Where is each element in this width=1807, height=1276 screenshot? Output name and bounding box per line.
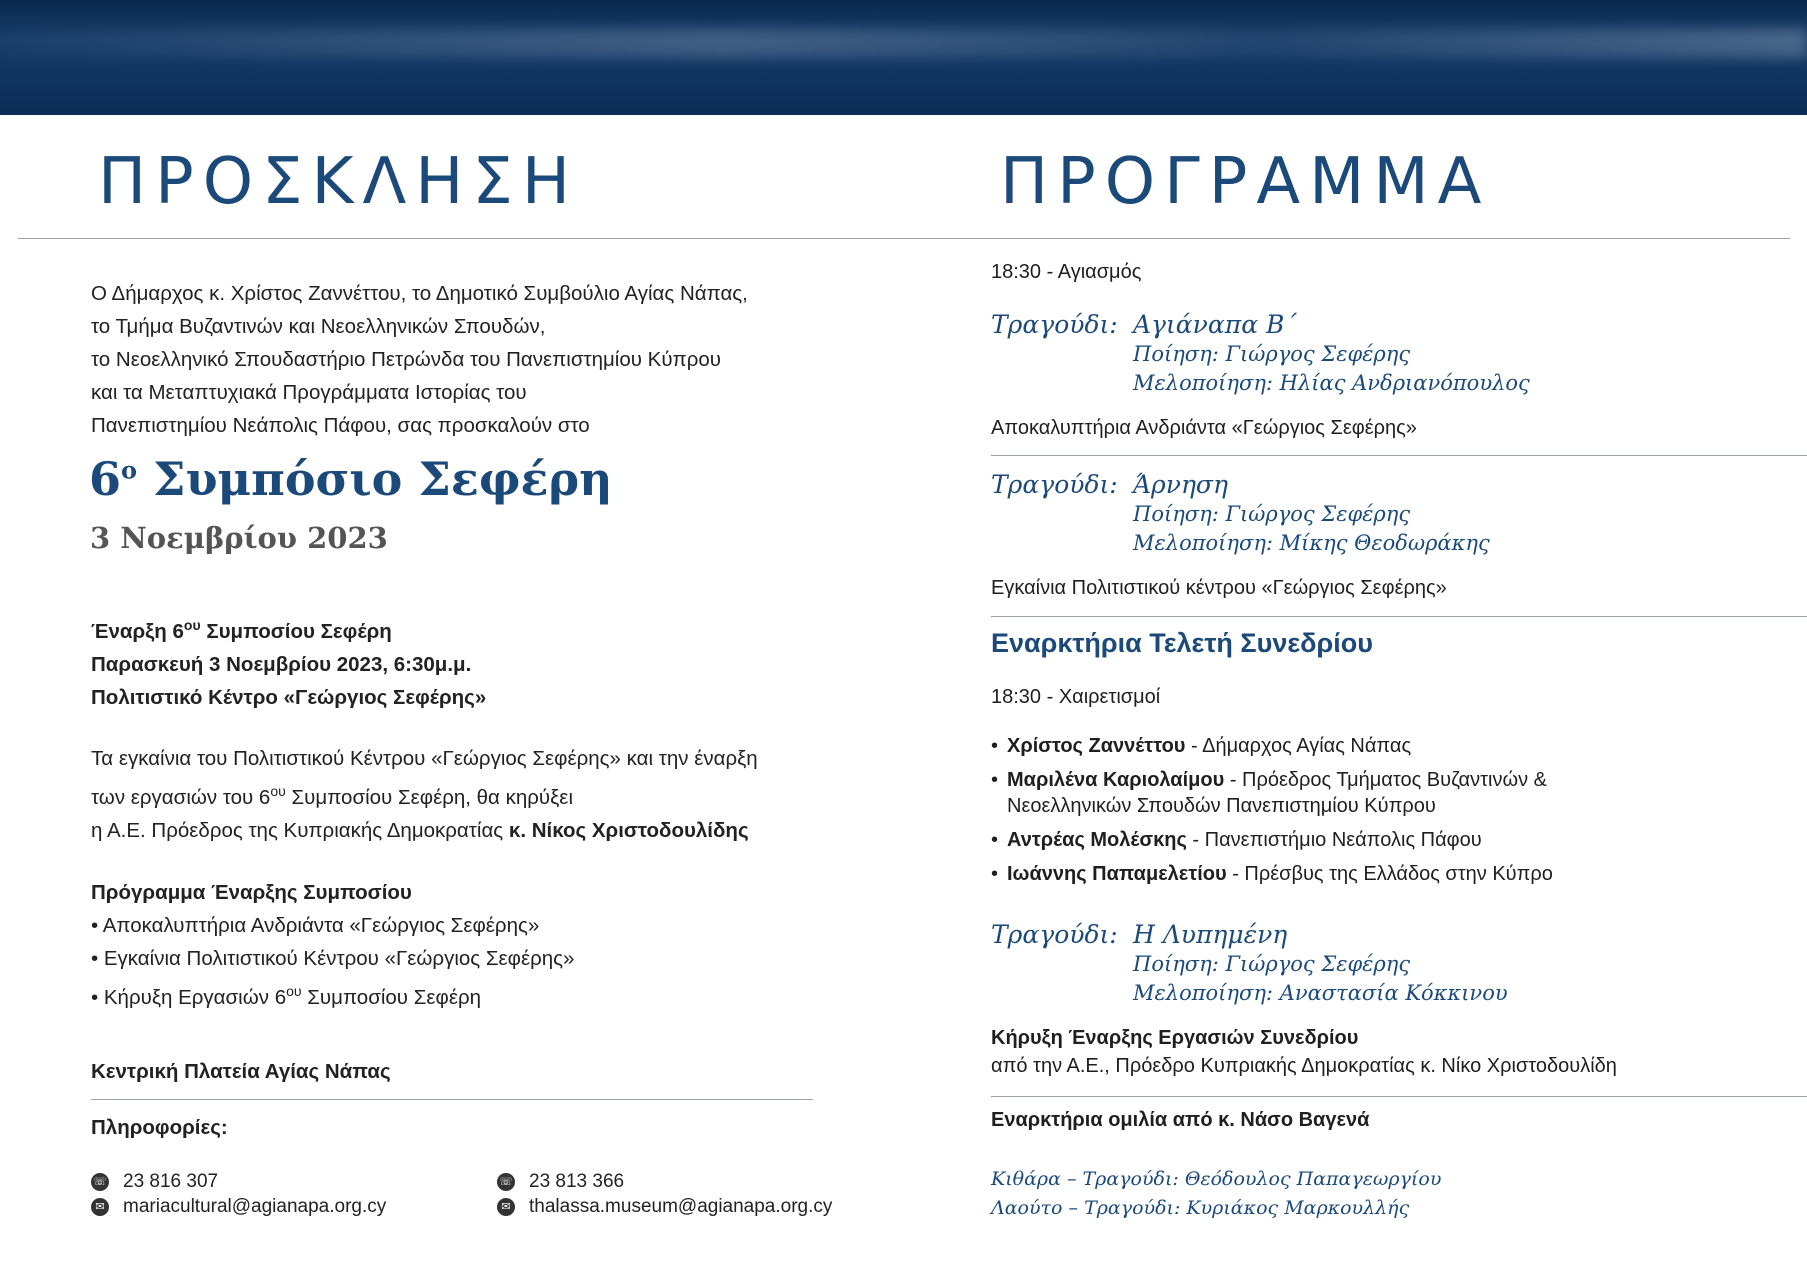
opening-program-title: Πρόγραμμα Έναρξης Συμποσίου (91, 881, 412, 904)
program-divider (991, 616, 1807, 617)
inauguration: Εγκαίνια Πολιτιστικού κέντρου «Γεώργιος Σεφέρης» (991, 577, 1447, 599)
contact-phone[interactable]: 23 813 366 (529, 1171, 625, 1192)
email-icon: ✉ (91, 1198, 109, 1216)
music-credits (991, 1165, 1441, 1223)
greeting-role: - Δήμαρχος Αγίας Νάπας (1185, 735, 1412, 757)
opening-paragraph (91, 742, 758, 847)
greeting-name: Αντρέας Μολέσκης (1007, 829, 1187, 851)
time-blessing: 18:30 - Αγιασμός (991, 261, 1142, 283)
intro-line: και τα Μεταπτυχιακά Προγράμματα Ιστορίας του (91, 381, 527, 404)
contact-email[interactable]: mariacultural@agianapa.org.cy (123, 1196, 387, 1217)
paragraph-line3-pre: η Α.Ε. Πρόεδρος της Κυπριακής Δημοκρατίας (91, 819, 504, 842)
greeting-item (991, 827, 1553, 853)
paragraph-line (91, 775, 758, 814)
opening-title-pre: Έναρξη 6 (91, 620, 184, 643)
greeting-item (991, 861, 1553, 887)
greeting-role: - Πανεπιστήμιο Νεάπολις Πάφου (1186, 829, 1482, 851)
greeting-role-cont: Νεοελληνικών Σπουδών Πανεπιστημίου Κύπρου (1007, 795, 1436, 817)
paragraph-line2-pre: των εργασιών του 6 (91, 786, 271, 809)
declaration-title: Κήρυξη Έναρξης Εργασιών Συνεδρίου (991, 1027, 1359, 1049)
greeting-role: - Πρέσβυς της Ελλάδος στην Κύπρο (1226, 863, 1553, 885)
banner-sheen (0, 28, 1807, 58)
opening-title-post: Συμποσίου Σεφέρη (206, 620, 392, 643)
song-title: Άρνηση (1133, 470, 1228, 499)
song-title: Αγιάναπα Β΄ (1133, 310, 1297, 339)
opening-datetime: Παρασκευή 3 Νοεμβρίου 2023, 6:30μ.μ. (91, 653, 472, 676)
location-divider (91, 1099, 813, 1100)
paragraph-line (91, 814, 758, 847)
program-divider (991, 455, 1807, 456)
declaration-by: από την Α.Ε., Πρόεδρο Κυπριακής Δημοκρατίας κ. Νίκο Χριστοδουλίδη (991, 1055, 1617, 1077)
contact-block-1 (91, 1169, 386, 1219)
song-poetry: Ποίηση: Γιώργος Σεφέρης (1133, 502, 1411, 526)
paragraph-line: Τα εγκαίνια του Πολιτιστικού Κέντρου «Γεώργιος Σεφέρης» και την έναρξη (91, 747, 758, 770)
opening-program-item3-sup: ου (286, 983, 302, 999)
intro-line: το Τμήμα Βυζαντινών και Νεοελληνικών Σπουδών, (91, 315, 546, 338)
greeting-name: Μαριλένα Καριολαίμου (1007, 769, 1225, 791)
info-label: Πληροφορίες: (91, 1116, 228, 1139)
greeting-name: Ιωάννης Παπαμελετίου (1007, 863, 1227, 885)
greetings-list (991, 733, 1553, 887)
song-poetry: Ποίηση: Γιώργος Σεφέρης (1133, 342, 1411, 366)
opening-program-item3-post: Συμποσίου Σεφέρη (307, 986, 482, 1009)
contact-block-2 (497, 1169, 832, 1219)
phone-icon: ☏ (91, 1173, 109, 1191)
symposium-date: 3 Νοεμβρίου 2023 (90, 521, 388, 555)
song-music: Μελοποίηση: Ηλίας Ανδριανόπουλος (1133, 371, 1530, 395)
symposium-ordinal: ο (121, 455, 138, 485)
contact-email[interactable]: thalassa.museum@agianapa.org.cy (529, 1196, 833, 1217)
song-music: Μελοποίηση: Αναστασία Κόκκινου (1133, 981, 1508, 1005)
opening-title-sup: ου (183, 617, 201, 633)
opening-program-item: • Αποκαλυπτήρια Ανδριάντα «Γεώργιος Σεφέρης» (91, 914, 540, 937)
program-divider (991, 1096, 1807, 1097)
greeting-name: Χρίστος Ζαννέττου (1007, 735, 1186, 757)
greeting-role: - Πρόεδρος Τμήματος Βυζαντινών & (1224, 769, 1547, 791)
song-title: Η Λυπημένη (1133, 920, 1288, 949)
intro-text (91, 277, 748, 442)
president-name: κ. Νίκος Χριστοδουλίδης (508, 819, 749, 842)
unveiling: Αποκαλυπτήρια Ανδριάντα «Γεώργιος Σεφέρης» (991, 417, 1417, 439)
intro-line: Ο Δήμαρχος κ. Χρίστος Ζαννέττου, το Δημοτικό Συμβούλιο Αγίας Νάπας, (91, 282, 748, 305)
opening-program-item: • Εγκαίνια Πολιτιστικού Κέντρου «Γεώργιος Σεφέρης» (91, 947, 575, 970)
greeting-item (991, 767, 1553, 819)
opening-title (91, 609, 486, 648)
greeting-item (991, 733, 1553, 759)
song-music: Μελοποίηση: Μίκης Θεοδωράκης (1133, 531, 1490, 555)
time-greetings: 18:30 - Χαιρετισμοί (991, 686, 1161, 708)
symposium-name: Συμπόσιο Σεφέρη (153, 452, 613, 506)
header-banner (0, 0, 1807, 115)
phone-icon: ☏ (497, 1173, 515, 1191)
opening-speech: Εναρκτήρια ομιλία από κ. Νάσο Βαγενά (991, 1109, 1370, 1131)
opening-program-item (91, 975, 574, 1014)
opening-program-item3-pre: • Κήρυξη Εργασιών 6 (91, 986, 287, 1009)
song-poetry: Ποίηση: Γιώργος Σεφέρης (1133, 952, 1411, 976)
song-label: Τραγούδι: (991, 310, 1118, 339)
credit-line: Λαούτο – Τραγούδι: Κυριάκος Μαρκουλλής (991, 1197, 1410, 1219)
credit-line: Κιθάρα – Τραγούδι: Θεόδουλος Παπαγεωργίου (991, 1168, 1442, 1190)
song-label: Τραγούδι: (991, 470, 1118, 499)
email-icon: ✉ (497, 1198, 515, 1216)
opening-program (91, 876, 574, 1014)
opening-venue: Πολιτιστικό Κέντρο «Γεώργιος Σεφέρης» (91, 686, 487, 709)
contact-phone[interactable]: 23 816 307 (123, 1171, 219, 1192)
opening-block (91, 609, 486, 714)
intro-line: Πανεπιστημίου Νεάπολις Πάφου, σας προσκαλούν στο (91, 414, 590, 437)
symposium-number: 6 (89, 452, 122, 506)
intro-line: το Νεοελληνικό Σπουδαστήριο Πετρώνδα του Πανεπιστημίου Κύπρου (91, 348, 721, 371)
paragraph-line2-sup: ου (270, 783, 286, 799)
ceremony-title: Εναρκτήρια Τελετή Συνεδρίου (991, 628, 1373, 658)
symposium-title (89, 452, 613, 506)
invitation-heading: ΠΡΟΣΚΛΗΣΗ (98, 145, 579, 219)
location: Κεντρική Πλατεία Αγίας Νάπας (91, 1060, 391, 1083)
song-label: Τραγούδι: (991, 920, 1118, 949)
paragraph-line2-post: Συμποσίου Σεφέρη, θα κηρύξει (291, 786, 574, 809)
header-divider (18, 238, 1790, 239)
program-heading: ΠΡΟΓΡΑΜΜΑ (1000, 145, 1491, 219)
